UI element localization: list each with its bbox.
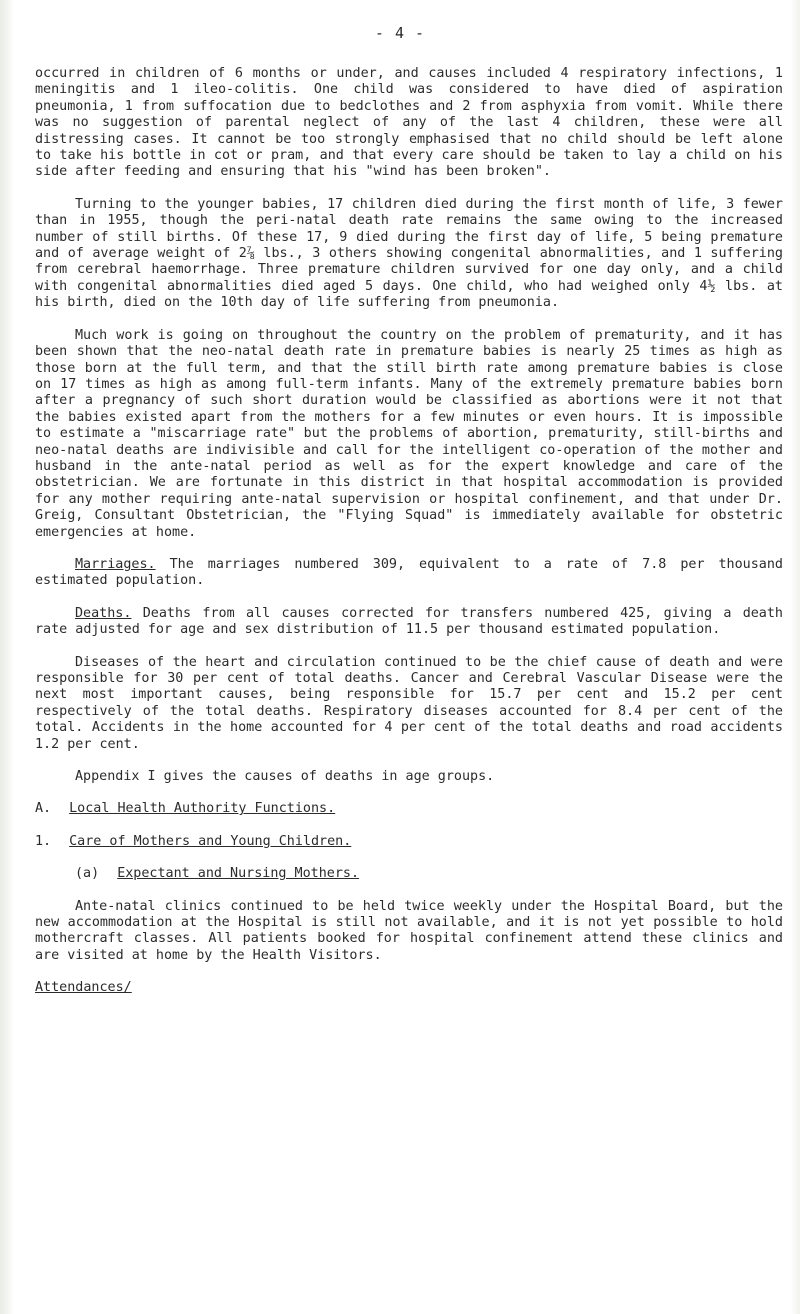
section-a-title: Local Health Authority Functions. [69,801,336,817]
paragraph-prematurity: Much work is going on throughout the country on the problem of prematurity, and it has been shown that the neo-natal death rate in premature babies is nearly 25 times as high as those born at the full term, and that the still birth rate among premature babies is close on 17 times as high as among full-term infants. Many of the extremely premature babies born after a pregnancy of such short duration would be classified as abortions were it not that the babies existed apart from the mothers for a few minutes or even hours. It is impossible to estimate a "miscarriage rate" but the problems of abortion, prematurity, still-births and neo-natal deaths are indivisible and call for the intelligent co-operation of the mother and husband in the ante-natal period as well as for the expert knowledge and care of the obstetrician. We are fortunate in this district in that hospital accommodation is provided for any mother requiring ante-natal supervision or hospital confinement, and that under Dr. Greig, Consultant Obstetrician, the "Flying Squad" is immediately available for obstetric emergencies at home. [35,327,783,540]
section-1-marker: 1. [35,833,52,849]
marriages-heading: Marriages. [75,556,156,572]
page-number: - 4 - [374,24,426,42]
section-1-title: Care of Mothers and Young Children. [69,833,352,849]
section-1a-heading [35,866,783,882]
paragraph-deaths [35,606,783,639]
section-1a-title: Expectant and Nursing Mothers. [117,866,360,882]
deaths-heading: Deaths. [75,605,132,621]
section-a-heading [35,801,783,817]
paragraph-younger-babies: Turning to the younger babies, 17 children died during the first month of life, 3 fewer than in 1955, though the peri-natal death rate remains the same owing to the increased number of still births. Of these 17, 9 died during the first day of life, 5 being premature and of average weight of 2⅞ lbs., 3 others showing congenital abnormalities, and 1 suffering from cerebral haemorrhage. Three premature children survived for one day only, and a child with congenital abnormalities died aged 5 days. One child, who had weighed only 4½ lbs. at his birth, died on the 10th day of life suffering from pneumonia. [35,196,783,311]
section-1-heading [35,834,783,850]
section-1a-marker: (a) [75,866,100,882]
paragraph-appendix: Appendix I gives the causes of deaths in age groups. [75,769,495,785]
document-body [35,66,783,997]
deaths-text: Deaths from all causes corrected for transfers numbered 425, giving a death rate adjusted for age and sex distribution of 11.5 per thousand estimated population. [35,605,783,638]
paragraph-marriages [35,557,783,590]
catchword: Attendances/ [35,980,132,996]
section-a-marker: A. [35,801,52,817]
page-edge-shadow-right [790,0,800,1314]
page-edge-shadow-left [0,0,14,1314]
paragraph-infant-deaths: occurred in children of 6 months or under, and causes included 4 respiratory infections, 1 meningitis and 1 ileo-colitis. One child was considered to have died of aspiration pneumonia, 1 from suffocation due to bedclothes and 2 from asphyxia from vomit. While there was no suggestion of parental neglect of any of the last 4 children, these were all distressing cases. It cannot be too strongly emphasised that no child should be left alone to take his bottle in cot or pram, and that every care should be taken to lay a child on his side after feeding and ensuring that his "wind has been broken". [35,66,783,180]
paragraph-antenatal: Ante-natal clinics continued to be held twice weekly under the Hospital Board, but the new accommodation at the Hospital is still not available, and it is not yet possible to hold mothercraft classes. All patients booked for hospital confinement attend these clinics and are visited at home by the Health Visitors. [35,898,783,963]
paragraph-diseases: Diseases of the heart and circulation continued to be the chief cause of death and were responsible for 30 per cent of total deaths. Cancer and Cerebral Vascular Disease were the next most important causes, being responsible for 15.7 per cent and 15.2 per cent respectively of the total deaths. Respiratory diseases accounted for 8.4 per cent of the total. Accidents in the home accounted for 4 per cent of the total deaths and road accidents 1.2 per cent. [35,654,783,752]
marriages-text: The marriages numbered 309, equivalent to a rate of 7.8 per thousand estimated population. [35,556,783,589]
